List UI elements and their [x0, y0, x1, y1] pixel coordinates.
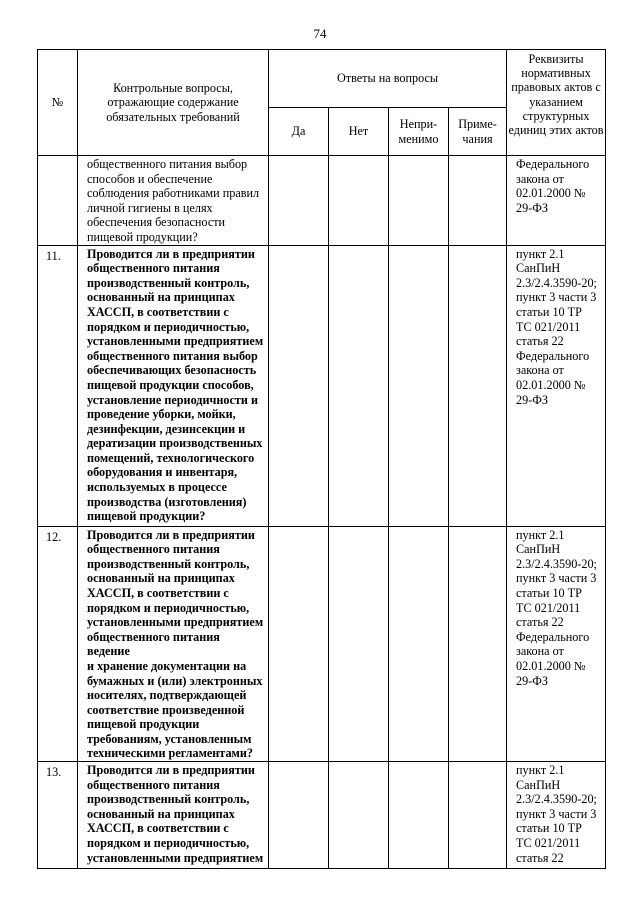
- answer-no-cell[interactable]: [329, 245, 389, 526]
- table-row: [38, 156, 606, 246]
- row-number: [38, 156, 78, 246]
- header-no: Нет: [329, 108, 389, 156]
- page-number: 74: [313, 26, 327, 41]
- answer-not-applicable-cell[interactable]: [389, 526, 449, 762]
- answer-not-applicable-cell[interactable]: [389, 156, 449, 246]
- answer-no-cell[interactable]: [329, 526, 389, 762]
- answer-yes-cell[interactable]: [269, 526, 329, 762]
- row-requisites: пункт 2.1 СанПиН 2.3/2.4.3590-20; пункт 3 части 3 статьи 10 ТР ТС 021/2011 статья 22 Федерального закона от 02.01.2000 № 29-ФЗ: [507, 526, 606, 762]
- answer-not-applicable-cell[interactable]: [389, 762, 449, 869]
- header-answers: Ответы на вопросы: [269, 50, 507, 108]
- answer-yes-cell[interactable]: [269, 245, 329, 526]
- row-requisites: Федерального закона от 02.01.2000 № 29-ФЗ: [507, 156, 606, 246]
- header-yes: Да: [269, 108, 329, 156]
- checklist-table: [37, 49, 606, 869]
- row-question: Проводится ли в предприятии общественного питания производственный контроль, основанный на принципах ХАССП, в соответствии с порядком и периодичностью, установленными предприятием: [78, 762, 269, 869]
- answer-notes-cell[interactable]: [449, 762, 507, 869]
- row-question: Проводится ли в предприятии общественного питания производственный контроль, основанный на принципах ХАССП, в соответствии с порядком и периодичностью, установленными предприятием общественного питания ведение и хранение документации на бумажных и (или) электронных носителях, подтверждающей соответствие произведенной пищевой продукции требованиям, установленным техническими регламентами?: [78, 526, 269, 762]
- table-row: [38, 762, 606, 869]
- row-question: Проводится ли в предприятии общественного питания производственный контроль, основанный на принципах ХАССП, в соответствии с порядком и периодичностью, установленными предприятием общественного питания выбор обеспечивающих безопасность пищевой продукции способов, установление периодичности и проведение уборки, мойки, дезинфекции, дезинсекции и дератизации производственных помещений, технологического оборудования и инвентаря, используемых в процессе производства (изготовления) пищевой продукции?: [78, 245, 269, 526]
- answer-notes-cell[interactable]: [449, 526, 507, 762]
- header-number: №: [38, 50, 78, 156]
- row-number: 12.: [38, 526, 78, 762]
- header-row: [38, 50, 606, 108]
- answer-yes-cell[interactable]: [269, 156, 329, 246]
- answer-no-cell[interactable]: [329, 762, 389, 869]
- answer-yes-cell[interactable]: [269, 762, 329, 869]
- table-row: [38, 526, 606, 762]
- row-number: 11.: [38, 245, 78, 526]
- table-row: [38, 245, 606, 526]
- answer-notes-cell[interactable]: [449, 245, 507, 526]
- row-question: общественного питания выбор способов и обеспечение соблюдения работниками правил личной гигиены в целях обеспечения безопасности пищевой продукции?: [78, 156, 269, 246]
- answer-no-cell[interactable]: [329, 156, 389, 246]
- answer-notes-cell[interactable]: [449, 156, 507, 246]
- row-number: 13.: [38, 762, 78, 869]
- header-requisites: Реквизиты нормативных правовых актов с указанием структурных единиц этих актов: [507, 50, 606, 156]
- header-questions: Контрольные вопросы, отражающие содержание обязательных требований: [78, 50, 269, 156]
- header-not-applicable: Непри- менимо: [389, 108, 449, 156]
- row-requisites: пункт 2.1 СанПиН 2.3/2.4.3590-20; пункт 3 части 3 статьи 10 ТР ТС 021/2011 статья 22: [507, 762, 606, 869]
- answer-not-applicable-cell[interactable]: [389, 245, 449, 526]
- row-requisites: пункт 2.1 СанПиН 2.3/2.4.3590-20; пункт 3 части 3 статьи 10 ТР ТС 021/2011 статья 22 Федерального закона от 02.01.2000 № 29-ФЗ: [507, 245, 606, 526]
- header-notes: Приме- чания: [449, 108, 507, 156]
